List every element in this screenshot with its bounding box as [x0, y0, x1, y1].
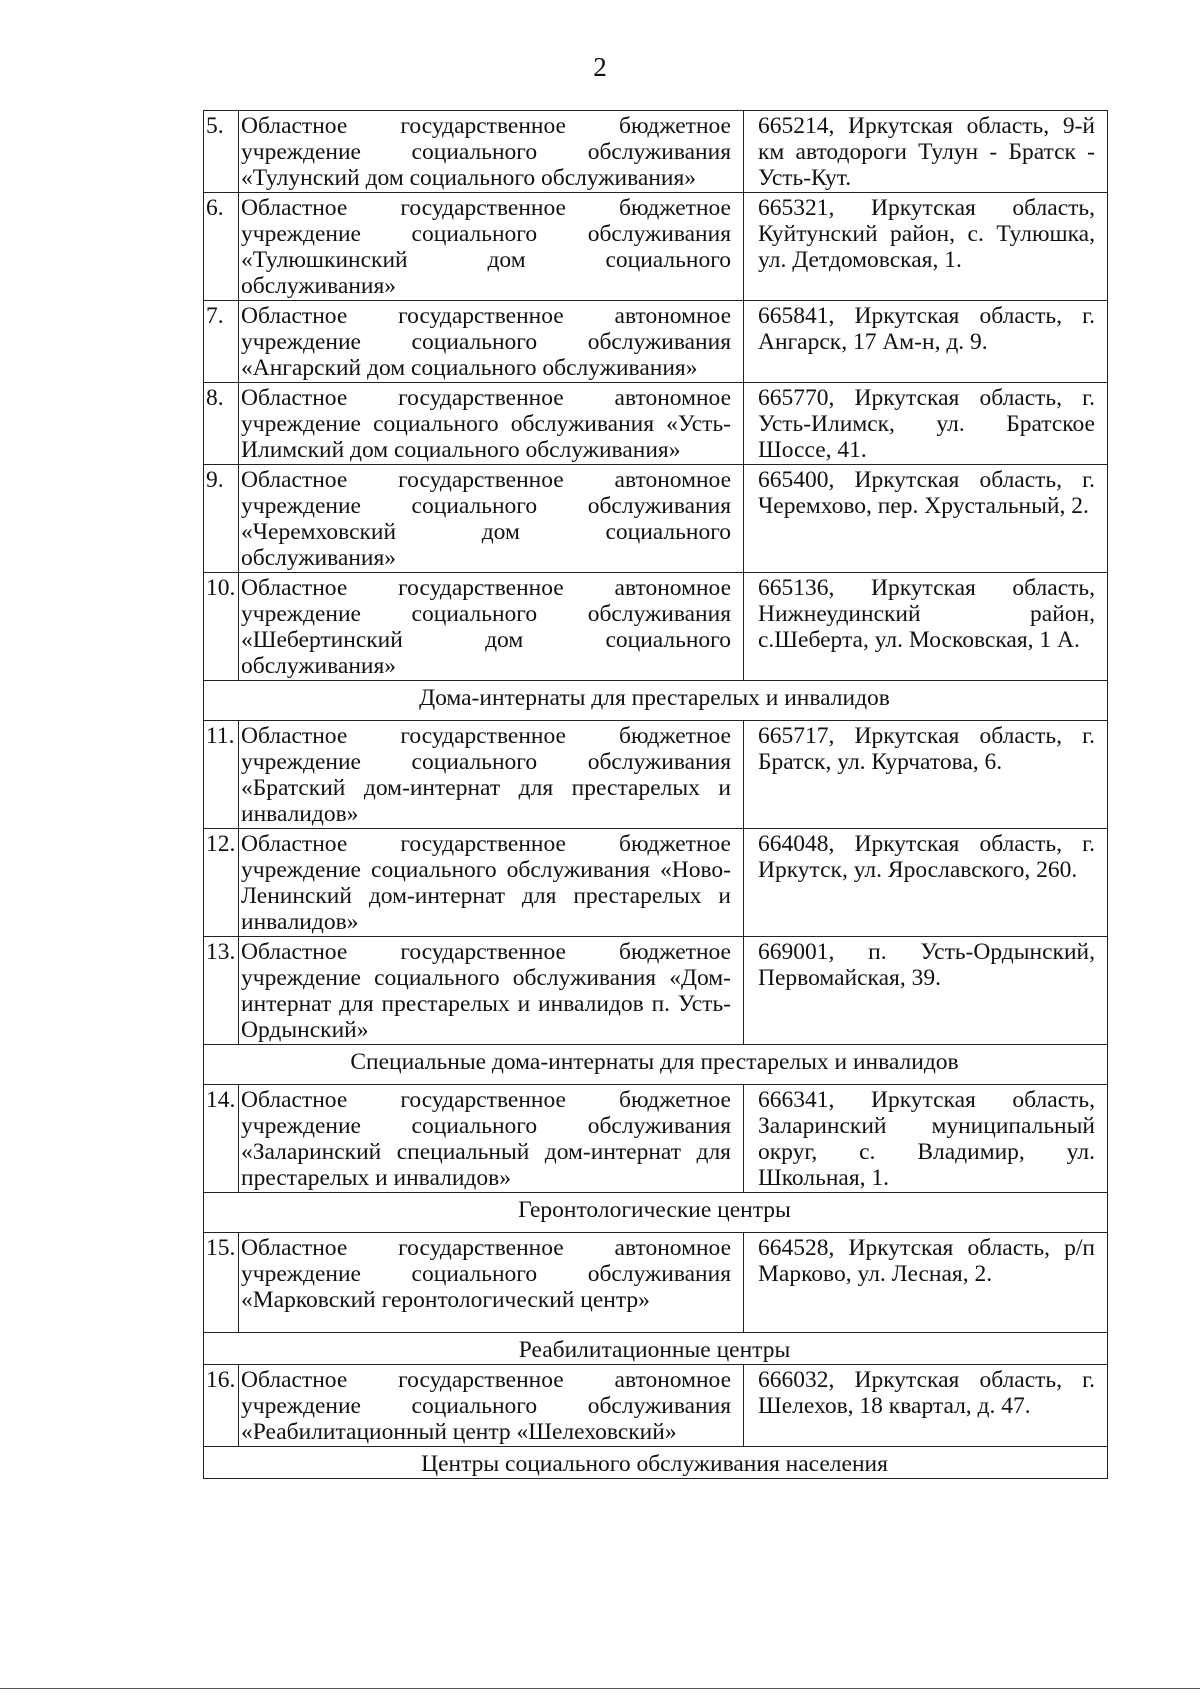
- section-header-row: [204, 1045, 1108, 1085]
- organization-name: Областное государственное бюджетное учреждение социального обслуживания «Братский дом-интернат для престарелых и инвалидов»: [239, 721, 744, 829]
- section-header-row: [204, 1447, 1108, 1479]
- section-title: Геронтологические центры: [204, 1193, 1108, 1233]
- row-number: 16.: [204, 1365, 239, 1447]
- table-body: [204, 111, 1108, 1479]
- row-number: 6.: [204, 193, 239, 301]
- organization-name: Областное государственное автономное учреждение социального обслуживания «Ангарский дом социального обслуживания»: [239, 301, 744, 383]
- organization-address: 665770, Иркутская область, г. Усть-Илимск, ул. Братское Шоссе, 41.: [744, 383, 1108, 465]
- row-number: 13.: [204, 937, 239, 1045]
- organization-address: 665214, Иркутская область, 9-й км автодороги Тулун - Братск - Усть-Кут.: [744, 111, 1108, 193]
- row-number: 8.: [204, 383, 239, 465]
- organization-address: 664528, Иркутская область, р/п Марково, ул. Лесная, 2.: [744, 1233, 1108, 1333]
- organization-name: Областное государственное автономное учреждение социального обслуживания «Марковский геронтологический центр»: [239, 1233, 744, 1333]
- section-title: Реабилитационные центры: [204, 1333, 1108, 1365]
- footer-rule: [0, 1688, 1200, 1689]
- row-number: 15.: [204, 1233, 239, 1333]
- section-title: Дома-интернаты для престарелых и инвалидов: [204, 681, 1108, 721]
- row-number: 14.: [204, 1085, 239, 1193]
- table-row: [204, 937, 1108, 1045]
- organization-address: 665321, Иркутская область, Куйтунский район, с. Тулюшка, ул. Детдомовская, 1.: [744, 193, 1108, 301]
- page-number: 2: [593, 52, 607, 82]
- organization-address: 665136, Иркутская область, Нижнеудинский район, с.Шеберта, ул. Московская, 1 А.: [744, 573, 1108, 681]
- row-number: 11.: [204, 721, 239, 829]
- organization-name: Областное государственное бюджетное учреждение социального обслуживания «Ново-Ленинский дом-интернат для престарелых и инвалидов»: [239, 829, 744, 937]
- row-number: 7.: [204, 301, 239, 383]
- organization-name: Областное государственное автономное учреждение социального обслуживания «Усть-Илимский дом социального обслуживания»: [239, 383, 744, 465]
- organization-address: 665400, Иркутская область, г. Черемхово, пер. Хрустальный, 2.: [744, 465, 1108, 573]
- organization-address: 665717, Иркутская область, г. Братск, ул. Курчатова, 6.: [744, 721, 1108, 829]
- institutions-table: [203, 110, 1108, 1479]
- organization-name: Областное государственное бюджетное учреждение социального обслуживания «Тулюшкинский дом социального обслуживания»: [239, 193, 744, 301]
- row-number: 9.: [204, 465, 239, 573]
- section-header-row: [204, 681, 1108, 721]
- organization-name: Областное государственное автономное учреждение социального обслуживания «Реабилитационный центр «Шелеховский»: [239, 1365, 744, 1447]
- table-row: [204, 383, 1108, 465]
- organization-address: 666032, Иркутская область, г. Шелехов, 18 квартал, д. 47.: [744, 1365, 1108, 1447]
- organization-address: 665841, Иркутская область, г. Ангарск, 17 Ам-н, д. 9.: [744, 301, 1108, 383]
- section-title: Центры социального обслуживания населения: [204, 1447, 1108, 1479]
- table-row: [204, 1085, 1108, 1193]
- table-row: [204, 465, 1108, 573]
- organization-name: Областное государственное автономное учреждение социального обслуживания «Черемховский дом социального обслуживания»: [239, 465, 744, 573]
- organization-name: Областное государственное бюджетное учреждение социального обслуживания «Заларинский специальный дом-интернат для престарелых и инвалидов»: [239, 1085, 744, 1193]
- section-title: Специальные дома-интернаты для престарелых и инвалидов: [204, 1045, 1108, 1085]
- organization-address: 664048, Иркутская область, г. Иркутск, ул. Ярославского, 260.: [744, 829, 1108, 937]
- row-number: 12.: [204, 829, 239, 937]
- row-number: 10.: [204, 573, 239, 681]
- organization-name: Областное государственное автономное учреждение социального обслуживания «Шебертинский дом социального обслуживания»: [239, 573, 744, 681]
- organization-address: 669001, п. Усть-Ордынский, Первомайская, 39.: [744, 937, 1108, 1045]
- table-row: [204, 193, 1108, 301]
- table-row: [204, 301, 1108, 383]
- table-row: [204, 1365, 1108, 1447]
- organization-name: Областное государственное бюджетное учреждение социального обслуживания «Тулунский дом социального обслуживания»: [239, 111, 744, 193]
- organization-address: 666341, Иркутская область, Заларинский муниципальный округ, с. Владимир, ул. Школьная, 1.: [744, 1085, 1108, 1193]
- section-header-row: [204, 1193, 1108, 1233]
- table-row: [204, 829, 1108, 937]
- organization-name: Областное государственное бюджетное учреждение социального обслуживания «Дом-интернат для престарелых и инвалидов п. Усть-Ордынский»: [239, 937, 744, 1045]
- row-number: 5.: [204, 111, 239, 193]
- table-row: [204, 1233, 1108, 1333]
- table-row: [204, 721, 1108, 829]
- table-row: [204, 573, 1108, 681]
- table-row: [204, 111, 1108, 193]
- section-header-row: [204, 1333, 1108, 1365]
